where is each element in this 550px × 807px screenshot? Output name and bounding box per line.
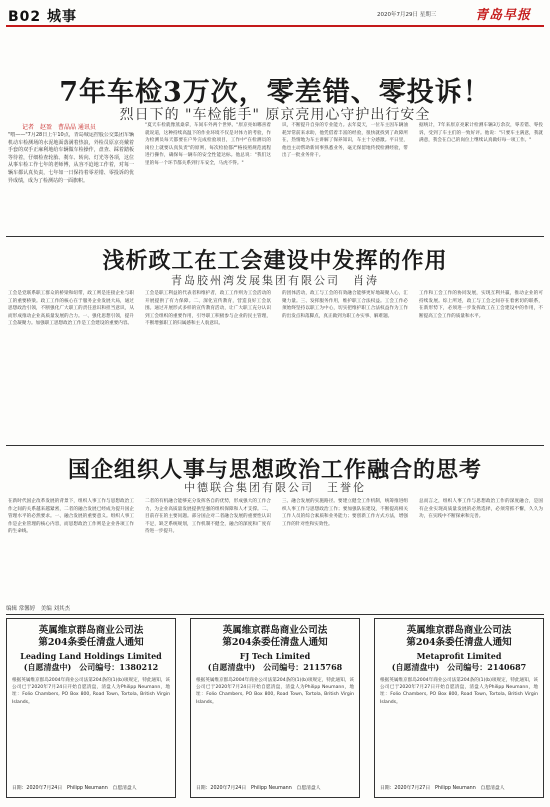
notice-footer: 日期：2020年7月24日 Philipp Neumann 自愿清盘人 xyxy=(196,786,321,791)
article2-col2: 工会是职工利益的代表者和维护者，政工工作则为工会活动的开展提供了有力保障。二、深化宣传教育，营造良好工会氛围。通过开展形式多样的宣传教育活动，让广大职工充分认识到工会组织的重要作用，引导职工积极参与企业的民主管理，不断增强职工的归属感和主人翁意识。 xyxy=(145,291,271,327)
article3-col1: 在新时代国企改革发展的背景下，组织人事工作与思想政治工作之间的关系越来越紧密，二者的融合发展已经成为提升国企管理水平的必然要求。一、融合发展的重要意义。组织人事工作是企业管理的核心内容，而思想政治工作则是企业各项工作的生命线。 xyxy=(8,499,134,535)
notice-box-leading-land xyxy=(6,618,176,798)
article1-subtitle: 烈日下的 "车检能手" 原京亮用心守护出行安全 xyxy=(119,107,431,123)
notice-subtitle: 第204条委任清盘人通知 xyxy=(222,637,328,648)
divider-3 xyxy=(6,614,544,615)
article1-byline: 记者 赵盈 曹晶晶 通讯员 xyxy=(22,124,96,131)
article3-col2: 二者的有机融合能够充分发挥各自的优势，形成强大的工作合力，为企业高质量发展提供坚强的组织保障和人才支撑。二、目前存在的主要问题。部分国企对二者融合发展的重要性认识不足，缺乏系统规划，工作机制不健全，融合的深度和广度有待进一步提升。 xyxy=(145,499,271,535)
notice-title: 英属维京群岛商业公司法 xyxy=(406,625,512,636)
notice-company-number: (自愿清盘中) 公司编号：2115768 xyxy=(207,662,343,672)
article1-col4: 据统计，7年来原京亮累计检测车辆3万余次，零差错、零投诉，受到了车主们的一致好评。他说："只要车主满意，我就满意，我会在自己的岗位上继续认真做好每一项工作。" xyxy=(419,123,543,144)
article1-col1: "喂——"7月28日上午10点，青岛城运控股公交集团车辆机动车检测场的水泥地面落满着热浪，外检员原京亮戴着手套的双手正麻利地给车辆做车检操作，盘查、踩着踏板等待着，仔细检查轮胎、刹车、转向、灯光等各项，这位从事车检工作七年的老师傅，从容不迫地工作着，对每一辆车都认真负责，七年如一日保持着零差错、零投诉的优异成绩，成为了检测站的一面旗帜。 xyxy=(8,132,134,184)
article2-title: 浅析政工在工会建设中发挥的作用 xyxy=(102,248,448,274)
article3-col3: 三、融合发展的实施路径。要建立健全工作机制，统筹推进组织人事工作与思想政治工作；要加强队伍建设，不断提高相关工作人员的综合素质和业务能力；要创新工作方式方法，增强工作的针对性和实效性。 xyxy=(282,499,408,527)
divider-1 xyxy=(6,236,544,237)
notice-subtitle: 第204条委任清盘人通知 xyxy=(406,637,512,648)
notice-footer: 日期：2020年7月24日 Philipp Neumann 自愿清盘人 xyxy=(12,786,137,791)
notice-body: 根据英属维京群岛2004年商业公司法第204条的(1)(b)项规定，特此通知，该公司已于2020年7月27日开始自愿清盘，清盘人为Philipp Neumann，地址：Folio Chambers, PO Box 800, Road Town, Tortola, British Virgin Islands。 xyxy=(380,678,538,705)
section-label: B02 城事 xyxy=(8,9,78,25)
article1-col3: 识，不断提升自身的专业能力。去年夏天，一位车主因车辆油耗异常前来求助，他凭借着丰富的经验，很快就找到了故障所在，热情地为车主讲解了保养知识，车主十分感激。平日里，他也主动帮助新同事熟悉业务，毫无保留地传授检测经验，带出了一批业务骨干。 xyxy=(282,123,408,159)
article3-title: 国企组织人事与思想政治工作融合的思考 xyxy=(67,457,482,483)
newspaper-logo: 青岛早报 xyxy=(475,8,532,23)
notice-company-name: FJ Tech Limited xyxy=(239,651,311,661)
article2-author: 青岛胶州湾发展集团有限公司 肖涛 xyxy=(171,274,379,287)
header-rule xyxy=(6,25,544,27)
notice-box-fj-tech xyxy=(190,618,360,798)
editor-credit: 编辑 常馨婷 美编 刘其杰 xyxy=(6,606,70,612)
notice-company-number: (自愿清盘中) 公司编号：2140687 xyxy=(391,662,527,672)
notice-company-name: Leading Land Holdings Limited xyxy=(20,651,162,661)
notice-company-number: (自愿清盘中) 公司编号：1380212 xyxy=(23,662,159,672)
notice-company-name: Metaprofit Limited xyxy=(416,651,502,661)
notice-body: 根据英属维京群岛2004年商业公司法第204条的(1)(b)项规定，特此通知，该公司已于2020年7月24日开始自愿清盘，清盘人为Philipp Neumann，地址：Folio Chambers, PO Box 800, Road Town, Tortola, British Virgin Islands。 xyxy=(196,678,354,705)
article3-author: 中德联合集团有限公司 王誉伦 xyxy=(184,481,366,494)
notice-footer: 日期：2020年7月27日 Philipp Neumann 自愿清盘人 xyxy=(380,786,505,791)
issue-date: 2020年7月29日 星期三 xyxy=(377,12,437,18)
article1-col2: "夏天车检就像蒸桑拿，车间车外两个世界。"原京亮如哪喜着就说道，这种持续高温下的作业环境不仅是对体力的考验，作为检测员每天都要在户外完成检验项目，工作中"在检测员的岗位上就要认真负责"的原则，每次检验都严格按照规范流程进行操作，确保每一辆车的安全性能达标。他总说："我们这里的每一个环节都关系到行车安全，马虎不得。" xyxy=(145,123,271,166)
notice-box-metaprofit xyxy=(374,618,544,798)
article1-title: 7年车检3万次，零差错、零投诉！ xyxy=(59,77,491,108)
article2-col1: 工会是党联系职工群众的桥梁和纽带，政工则是连接企业与职工的重要桥梁。政工工作的核心在于服务企业发展大局，通过思想政治引领，不断强化广大职工的责任意识和担当意识，从而形成推动企业高质量发展的合力。一、强化思想引领，提升工会凝聚力。加强职工思想政治工作是工会建设的重要内容。 xyxy=(8,291,134,327)
notice-subtitle: 第204条委任清盘人通知 xyxy=(38,637,144,648)
article3-col4: 总而言之，组织人事工作与思想政治工作的深度融合，是国有企业实现高质量发展的必然选择，必须常抓不懈，久久为功，在实践中不断探索和完善。 xyxy=(419,499,543,520)
notice-title: 英属维京群岛商业公司法 xyxy=(38,625,144,636)
notice-body: 根据英属维京群岛2004年商业公司法第204条的(1)(b)项规定，特此通知，该公司已于2020年7月24日开始自愿清盘，清盘人为Philipp Neumann，地址：Folio Chambers, PO Box 800, Road Town, Tortola, British Virgin Islands。 xyxy=(12,678,170,705)
article2-col4: 工作和工会工作的协同发展，实现互利共赢，推动企业的可持续发展。综上所述，政工与工会之间存在着密切的联系，在新形势下，必须进一步发挥政工在工会建设中的作用，不断提高工会工作的质量和水平。 xyxy=(419,291,543,319)
divider-2 xyxy=(6,445,544,446)
notice-title: 英属维京群岛商业公司法 xyxy=(222,625,328,636)
article2-col3: 的团体活动，政工与工会的有效融合能够更好地凝聚人心，汇聚力量。三、发挥服务作用，维护职工合法权益。工会工作必须始终坚持以职工为中心，切实把维护职工合法权益作为工作的出发点和落脚点，真正做到为职工办实事、解难题。 xyxy=(282,291,408,319)
